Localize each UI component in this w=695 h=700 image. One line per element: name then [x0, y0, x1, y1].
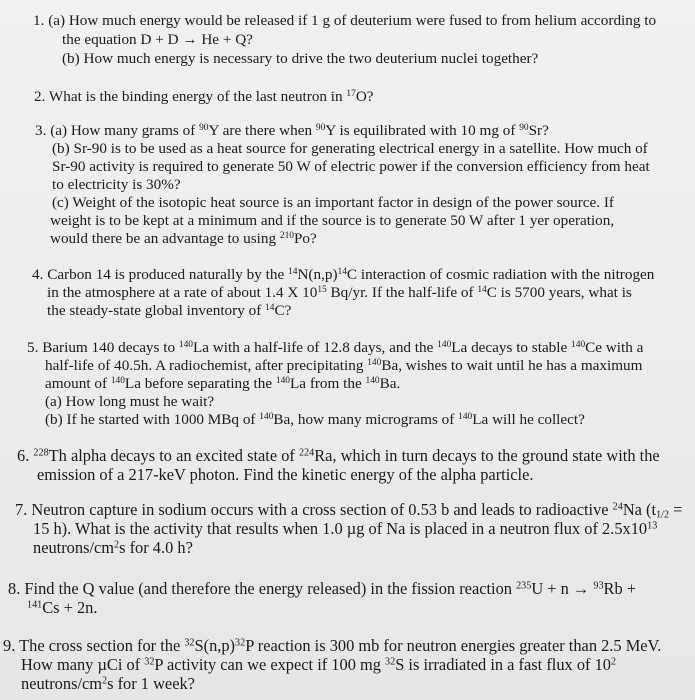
problem-8-line-2: $^{141}$Cs + 2n.	[27, 598, 98, 617]
problem-6-line-2: emission of a 217-keV photon. Find the kinetic energy of the alpha particle.	[37, 465, 534, 484]
problem-3-line-1: 3. (a) How many grams of $^{90}$Y are there when $^{90}$Y is equilibrated with 10 mg of $^{90}$Sr?	[35, 122, 549, 139]
problem-7-line-3: neutrons/$cm^2s$ for 4.0 h?	[33, 538, 193, 557]
problem-1-line-1: 1. (a) How much energy would be released if 1 g of deuterium were fused to from helium according to	[33, 12, 657, 29]
problem-3-line-2: (b) Sr-90 is to be used as a heat source for generating electrical energy in a satellite. How much of	[52, 140, 648, 157]
problem-8-line-1: 8. Find the Q value (and therefore the energy released) in the fission reaction $^{235}$U + n → $^{93}$Rb +	[8, 579, 637, 598]
problem-6-line-1: 6. $^{228}$Th alpha decays to an excited state of $^{224}$Ra, which in turn decays to the ground state with the	[17, 446, 660, 465]
problem-number: 1.	[33, 12, 45, 29]
problem-5-line-3: amount of $^{140}$La before separating the $^{140}$La from the $^{140}$Ba.	[45, 375, 401, 392]
problem-number: 9.	[3, 636, 16, 655]
problem-3-line-4: to electricity is 30%?	[52, 176, 181, 193]
problem-4-line-1: 4. Carbon 14 is produced naturally by the $^{14}N(n,p)^{14}C$ interaction of cosmic radiation with the nitrogen	[32, 266, 655, 283]
problem-number: 6.	[17, 446, 30, 465]
problem-5-line-5: (b) If he started with 1000 MBq of $^{140}$Ba, how many micrograms of $^{140}$La will he collect?	[45, 411, 585, 428]
problem-3-line-5: (c) Weight of the isotopic heat source is an important factor in design of the power source. If	[52, 194, 614, 211]
problem-9-line-2: How many µCi of $^{32}$P activity can we expect if 100 mg $^{32}$S is irradiated in a fast flux of $10^2$	[21, 655, 617, 674]
problem-number: 4.	[32, 266, 44, 283]
problem-9-line-1: 9. The cross section for the $^{32}S(n,p)^{32}P$ reaction is 300 mb for neutron energies greater than 2.5 MeV.	[3, 636, 662, 655]
problem-2-line-1: 2. What is the binding energy of the last neutron in $^{17}$O?	[34, 88, 374, 105]
problem-4-line-3: the steady-state global inventory of $^{14}$C?	[47, 302, 292, 319]
problem-3-line-6: weight is to be kept at a minimum and if the source is to generate 50 W after 1 yer operation,	[50, 212, 615, 229]
problem-number: 5.	[27, 339, 39, 356]
problem-3-line-3: Sr-90 activity is required to generate 50 W of electric power if the conversion efficiency from heat	[52, 158, 650, 175]
problem-7-line-1: 7. Neutron capture in sodium occurs with a cross section of 0.53 b and leads to radioactive $^{24}$Na ($t_{1/2}$ =	[15, 500, 683, 521]
problem-4-line-2: in the atmosphere at a rate of about 1.4 X $10^{15}$ Bq/yr. If the half-life of $^{14}$C is 5700 years, what is	[47, 284, 632, 301]
problem-3-line-7: would there be an advantage to using $^{210}$Po?	[50, 230, 317, 247]
problem-5-line-4: (a) How long must he wait?	[45, 393, 215, 410]
problem-1-line-2: the equation D + D → He + Q?	[62, 31, 253, 48]
problem-9-line-3: neutrons/$cm^2s$ for 1 week?	[21, 674, 195, 693]
problem-5-line-2: half-life of 40.5h. A radiochemist, after precipitating $^{140}$Ba, wishes to wait until he has a maximum	[45, 357, 643, 374]
problem-number: 8.	[8, 579, 21, 598]
problem-1-line-3: (b) How much energy is necessary to drive the two deuterium nuclei together?	[62, 50, 539, 67]
problem-number: 2.	[34, 88, 46, 105]
problem-number: 3.	[35, 122, 47, 139]
problem-number: 7.	[15, 500, 28, 519]
problem-5-line-1: 5. Barium 140 decays to $^{140}$La with a half-life of 12.8 days, and the $^{140}$La decays to stable $^{140}$Ce with a	[27, 339, 644, 356]
problem-7-line-2: 15 h). What is the activity that results when 1.0 µg of Na is placed in a neutron flux of $2.5x10^{13}$	[33, 519, 658, 538]
